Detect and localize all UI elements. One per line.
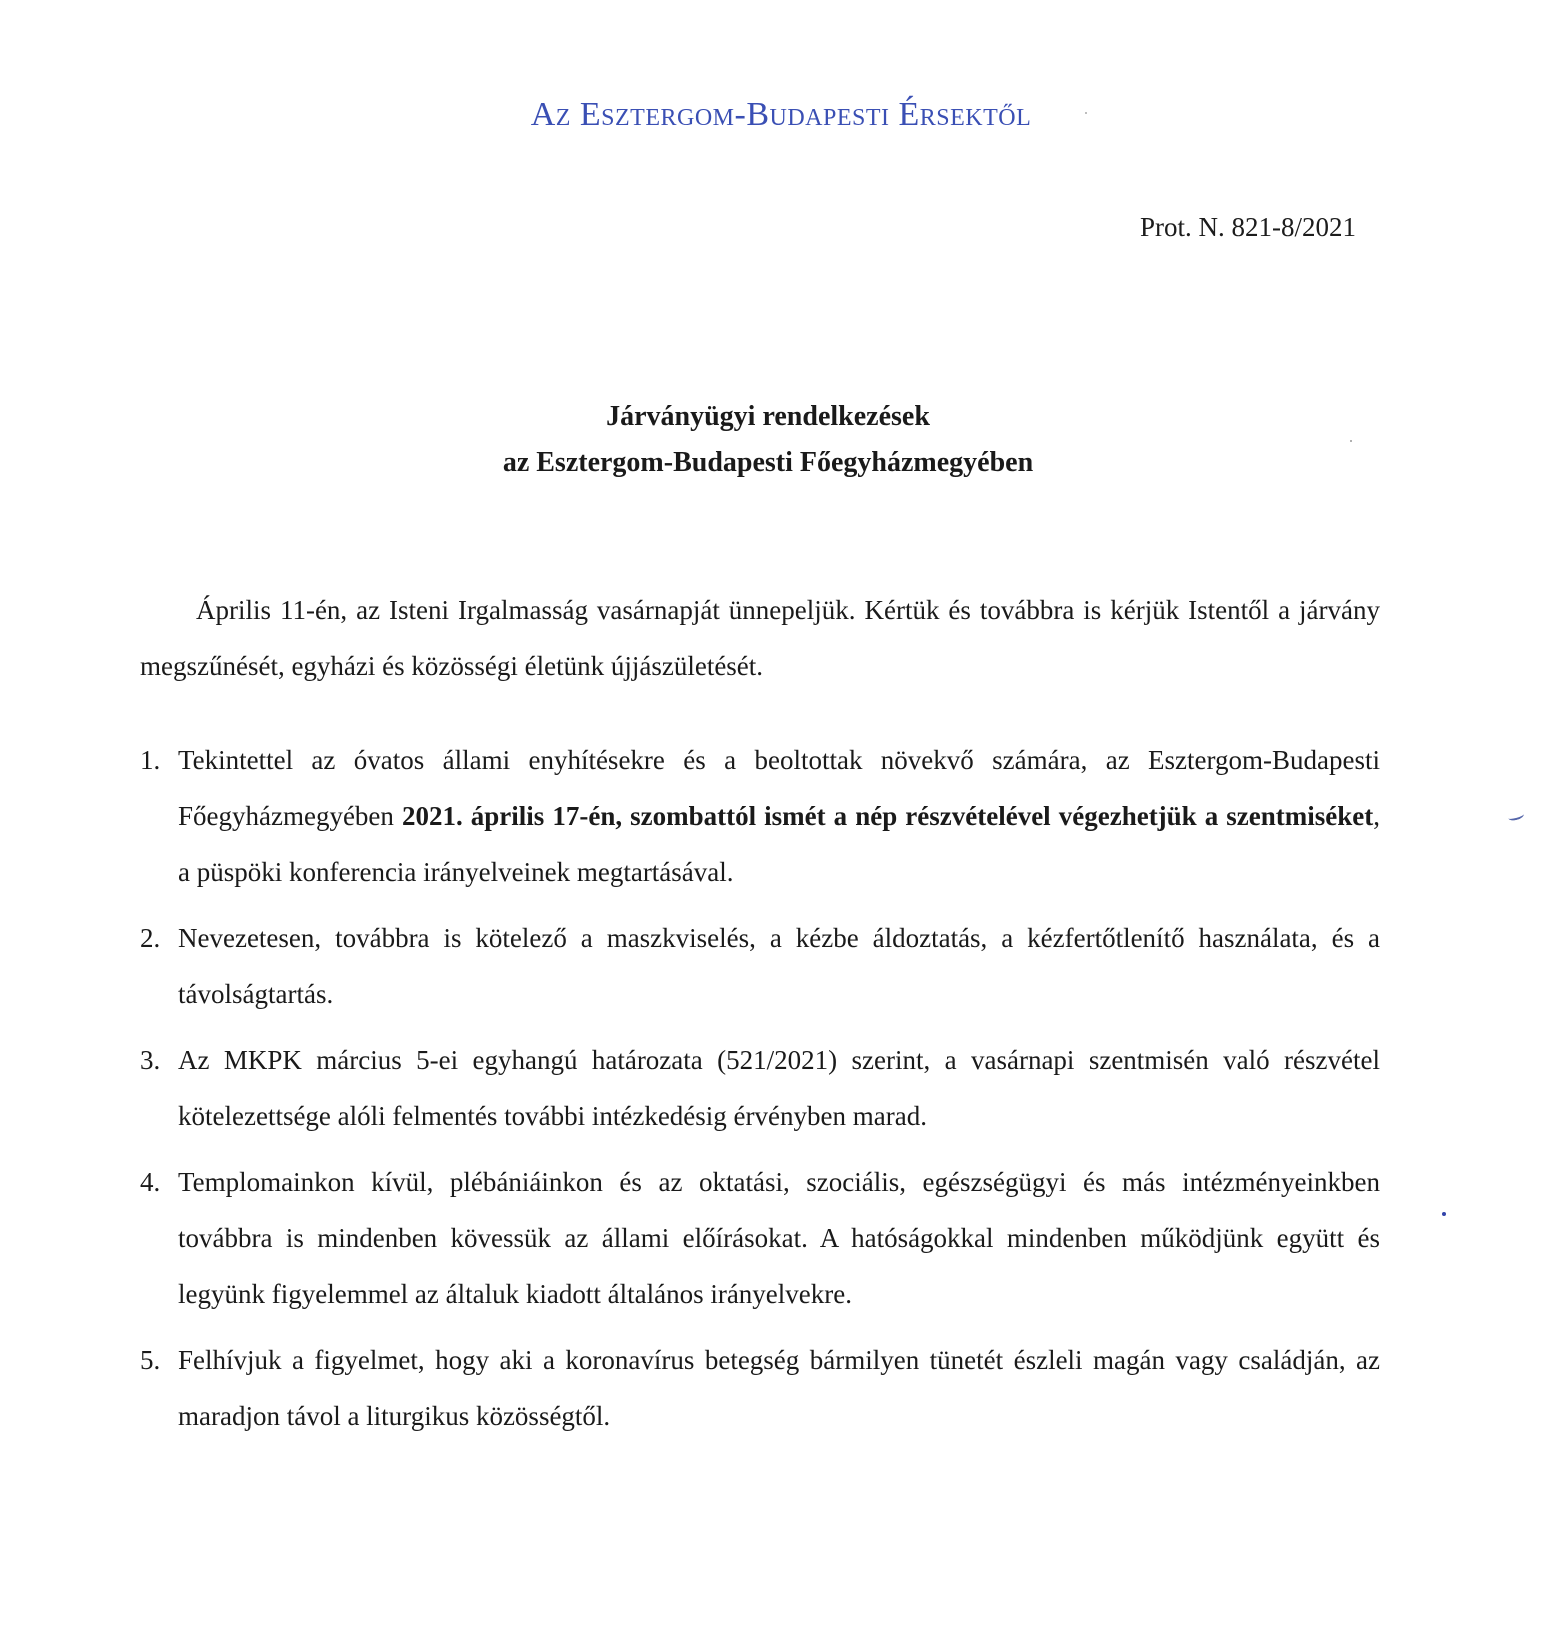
list-item: [140, 1032, 1380, 1144]
title-line-2: az Esztergom-Budapesti Főegyházmegyében: [502, 447, 1034, 478]
document-title: [0, 394, 1536, 486]
title-line-1: Járványügyi rendelkezések: [606, 401, 930, 432]
item-text: Nevezetesen, továbbra is kötelező a maszkviselés, a kézbe áldoztatás, a kézfertőtlenítő használata, és a távolságtartás.: [178, 923, 1380, 1009]
item-number: 5.: [140, 1345, 161, 1375]
item-number: 3.: [140, 1045, 161, 1075]
scan-speck: [1442, 1212, 1446, 1216]
scan-speck: [1085, 112, 1087, 114]
protocol-number: Prot. N. 821-8/2021: [1140, 212, 1356, 242]
item-number: 2.: [140, 923, 161, 953]
item-text: Tekintettel az óvatos állami enyhítésekre és a beoltottak növekvő számára, az Esztergom-Budapesti Főegyházmegyében: [178, 745, 1380, 831]
item-number: 4.: [140, 1167, 161, 1197]
item-text: Az MKPK március 5-ei egyhangú határozata (521/2021) szerint, a vasárnapi szentmisén való részvétel kötelezettsége alóli felmentés további intézkedésig érvényben marad.: [178, 1045, 1380, 1131]
list-item: [140, 732, 1380, 900]
intro-paragraph: Április 11-én, az Isteni Irgalmasság vasárnapját ünnepeljük. Kértük és továbbra is kérjük Istentől a járvány megszűnését, egyházi és közösségi életünk újjászületését.: [140, 595, 1380, 681]
item-number: 1.: [140, 745, 161, 775]
letterhead: [0, 96, 1556, 134]
letterhead-text: Az Esztergom-Budapesti Érsektől: [530, 96, 1032, 133]
list-item: [140, 1332, 1380, 1444]
scan-speck: [1350, 440, 1352, 442]
provisions-list: [140, 732, 1380, 1444]
item-text: Templomainkon kívül, plébániáinkon és az oktatási, szociális, egészségügyi és más intézményeinkben továbbra is mindenben kövessük az állami előírásokat. A hatóságokkal mindenben működjünk együtt és legyünk figyelemmel az általuk kiadott általános irányelvekre.: [178, 1167, 1380, 1309]
list-item: [140, 1154, 1380, 1322]
document-body: [140, 582, 1380, 1454]
list-item: [140, 910, 1380, 1022]
pen-mark: [1507, 810, 1525, 822]
item-text: Felhívjuk a figyelmet, hogy aki a koronavírus betegség bármilyen tünetét észleli magán vagy családján, az maradjon távol a liturgikus közösségtől.: [178, 1345, 1380, 1431]
item-text-bold: 2021. április 17-én, szombattól ismét a nép részvételével végezhetjük a szentmiséket: [401, 801, 1374, 831]
item-text: , a püspöki konferencia irányelveinek megtartásával.: [178, 801, 1381, 887]
